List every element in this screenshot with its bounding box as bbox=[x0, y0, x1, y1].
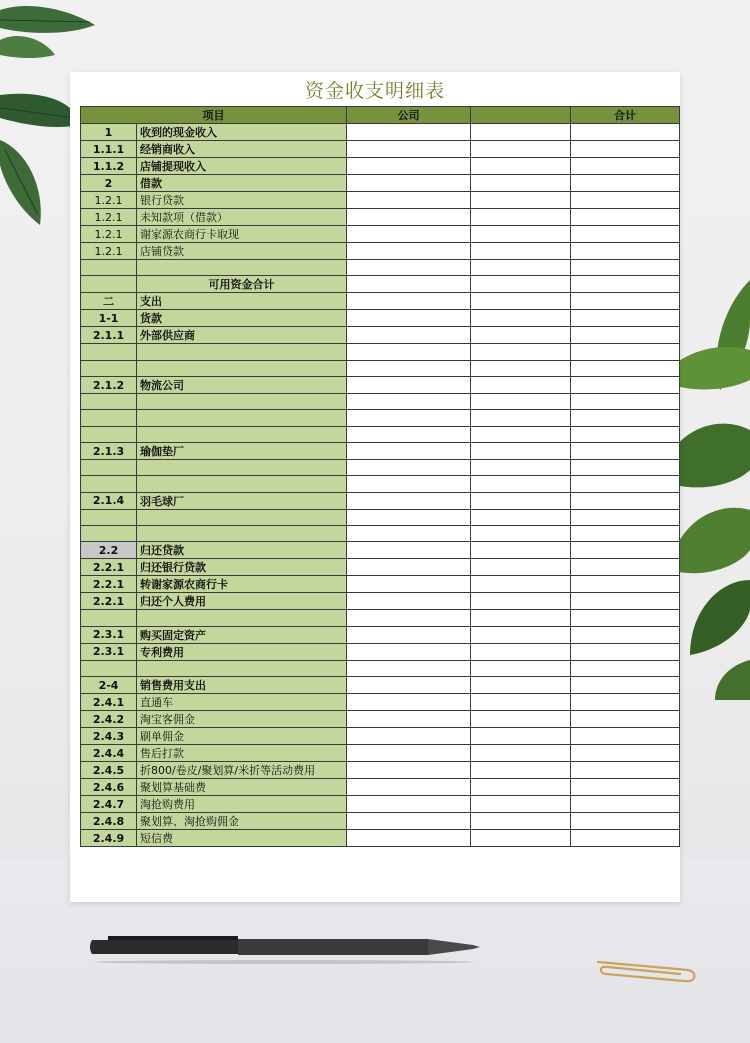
row-number-cell[interactable] bbox=[81, 660, 137, 676]
company-value-cell[interactable] bbox=[347, 293, 471, 310]
row-number-cell[interactable] bbox=[81, 360, 137, 376]
company-value-cell[interactable] bbox=[347, 542, 471, 559]
table-row bbox=[81, 124, 680, 141]
blank-value-cell[interactable] bbox=[471, 327, 571, 344]
total-value-cell[interactable] bbox=[571, 626, 680, 643]
table-row bbox=[81, 260, 680, 276]
row-item-cell[interactable] bbox=[137, 426, 347, 442]
total-value-cell[interactable] bbox=[571, 476, 680, 492]
row-item-cell[interactable] bbox=[137, 360, 347, 376]
total-value-cell[interactable] bbox=[571, 526, 680, 542]
company-value-cell[interactable] bbox=[347, 460, 471, 476]
company-value-cell[interactable] bbox=[347, 610, 471, 626]
blank-value-cell[interactable] bbox=[471, 813, 571, 830]
blank-value-cell[interactable] bbox=[471, 377, 571, 394]
table-row bbox=[81, 677, 680, 694]
blank-value-cell[interactable] bbox=[471, 796, 571, 813]
row-number-cell[interactable] bbox=[81, 344, 137, 360]
table-row bbox=[81, 192, 680, 209]
blank-value-cell[interactable] bbox=[471, 593, 571, 610]
blank-value-cell[interactable] bbox=[471, 728, 571, 745]
company-value-cell[interactable] bbox=[347, 476, 471, 492]
company-value-cell[interactable] bbox=[347, 327, 471, 344]
row-number-cell[interactable]: 2.1.1 bbox=[81, 327, 137, 344]
total-value-cell[interactable] bbox=[571, 711, 680, 728]
table-row bbox=[81, 745, 680, 762]
row-item-cell[interactable]: 购买固定资产 bbox=[137, 626, 347, 643]
total-value-cell[interactable] bbox=[571, 728, 680, 745]
row-number-cell[interactable]: 1 bbox=[81, 124, 137, 141]
table-row bbox=[81, 410, 680, 426]
row-number-cell[interactable]: 2.1.3 bbox=[81, 443, 137, 460]
row-number-cell[interactable]: 2.4.5 bbox=[81, 762, 137, 779]
row-item-cell[interactable] bbox=[137, 660, 347, 676]
row-number-cell[interactable]: 2.2.1 bbox=[81, 593, 137, 610]
total-value-cell[interactable] bbox=[571, 260, 680, 276]
company-value-cell[interactable] bbox=[347, 677, 471, 694]
row-number-cell[interactable] bbox=[81, 426, 137, 442]
company-value-cell[interactable] bbox=[347, 660, 471, 676]
blank-value-cell[interactable] bbox=[471, 711, 571, 728]
row-item-cell[interactable]: 归还贷款 bbox=[137, 542, 347, 559]
row-number-cell[interactable] bbox=[81, 394, 137, 410]
total-value-cell[interactable] bbox=[571, 175, 680, 192]
table-row bbox=[81, 175, 680, 192]
table-row bbox=[81, 460, 680, 476]
blank-value-cell[interactable] bbox=[471, 310, 571, 327]
table-row bbox=[81, 576, 680, 593]
spreadsheet-sheet bbox=[70, 72, 680, 902]
blank-value-cell[interactable] bbox=[471, 779, 571, 796]
row-number-cell[interactable]: 2.4.4 bbox=[81, 745, 137, 762]
blank-value-cell[interactable] bbox=[471, 209, 571, 226]
table-row bbox=[81, 813, 680, 830]
table-row bbox=[81, 492, 680, 509]
table-row bbox=[81, 643, 680, 660]
row-number-cell[interactable]: 2.2.1 bbox=[81, 576, 137, 593]
table-row bbox=[81, 293, 680, 310]
total-value-cell[interactable] bbox=[571, 293, 680, 310]
company-value-cell[interactable] bbox=[347, 694, 471, 711]
blank-value-cell[interactable] bbox=[471, 830, 571, 847]
company-value-cell[interactable] bbox=[347, 141, 471, 158]
row-item-cell[interactable]: 可用资金合计 bbox=[137, 276, 347, 293]
table-row bbox=[81, 542, 680, 559]
row-number-cell[interactable] bbox=[81, 460, 137, 476]
sheet-title: 资金收支明细表 bbox=[304, 80, 445, 102]
total-value-cell[interactable] bbox=[571, 677, 680, 694]
row-number-cell[interactable]: 2.3.1 bbox=[81, 626, 137, 643]
row-item-cell[interactable] bbox=[137, 476, 347, 492]
table-row bbox=[81, 310, 680, 327]
row-item-cell[interactable]: 淘宝客佣金 bbox=[137, 711, 347, 728]
row-item-cell[interactable]: 短信费 bbox=[137, 830, 347, 847]
blank-value-cell[interactable] bbox=[471, 141, 571, 158]
row-number-cell[interactable]: 1.1.2 bbox=[81, 158, 137, 175]
blank-value-cell[interactable] bbox=[471, 526, 571, 542]
row-item-cell[interactable]: 支出 bbox=[137, 293, 347, 310]
row-item-cell[interactable]: 转谢家源农商行卡 bbox=[137, 576, 347, 593]
total-value-cell[interactable] bbox=[571, 310, 680, 327]
company-value-cell[interactable] bbox=[347, 426, 471, 442]
blank-value-cell[interactable] bbox=[471, 243, 571, 260]
company-value-cell[interactable] bbox=[347, 175, 471, 192]
table-row bbox=[81, 443, 680, 460]
row-item-cell[interactable]: 售后打款 bbox=[137, 745, 347, 762]
row-number-cell[interactable] bbox=[81, 410, 137, 426]
blank-value-cell[interactable] bbox=[471, 192, 571, 209]
row-item-cell[interactable]: 羽毛球厂 bbox=[137, 492, 347, 509]
blank-value-cell[interactable] bbox=[471, 694, 571, 711]
pen-icon bbox=[88, 928, 480, 964]
company-value-cell[interactable] bbox=[347, 509, 471, 525]
row-item-cell[interactable] bbox=[137, 344, 347, 360]
company-value-cell[interactable] bbox=[347, 643, 471, 660]
table-row bbox=[81, 141, 680, 158]
company-value-cell[interactable] bbox=[347, 377, 471, 394]
total-value-cell[interactable] bbox=[571, 660, 680, 676]
blank-value-cell[interactable] bbox=[471, 394, 571, 410]
row-number-cell[interactable]: 2 bbox=[81, 175, 137, 192]
row-number-cell[interactable]: 2.4.6 bbox=[81, 779, 137, 796]
blank-value-cell[interactable] bbox=[471, 460, 571, 476]
total-value-cell[interactable] bbox=[571, 509, 680, 525]
row-item-cell[interactable]: 物流公司 bbox=[137, 377, 347, 394]
company-value-cell[interactable] bbox=[347, 526, 471, 542]
blank-value-cell[interactable] bbox=[471, 559, 571, 576]
company-value-cell[interactable] bbox=[347, 360, 471, 376]
table-row bbox=[81, 327, 680, 344]
total-value-cell[interactable] bbox=[571, 426, 680, 442]
total-value-cell[interactable] bbox=[571, 394, 680, 410]
row-item-cell[interactable]: 销售费用支出 bbox=[137, 677, 347, 694]
header-blank bbox=[471, 107, 571, 124]
company-value-cell[interactable] bbox=[347, 559, 471, 576]
row-number-cell[interactable]: 2.4.3 bbox=[81, 728, 137, 745]
company-value-cell[interactable] bbox=[347, 830, 471, 847]
company-value-cell[interactable] bbox=[347, 394, 471, 410]
row-item-cell[interactable] bbox=[137, 610, 347, 626]
total-value-cell[interactable] bbox=[571, 576, 680, 593]
row-item-cell[interactable]: 归还个人费用 bbox=[137, 593, 347, 610]
blank-value-cell[interactable] bbox=[471, 158, 571, 175]
table-row bbox=[81, 830, 680, 847]
row-item-cell[interactable] bbox=[137, 410, 347, 426]
row-number-cell[interactable] bbox=[81, 526, 137, 542]
table-row bbox=[81, 593, 680, 610]
blank-value-cell[interactable] bbox=[471, 660, 571, 676]
table-row bbox=[81, 377, 680, 394]
total-value-cell[interactable] bbox=[571, 327, 680, 344]
company-value-cell[interactable] bbox=[347, 243, 471, 260]
blank-value-cell[interactable] bbox=[471, 762, 571, 779]
table-row bbox=[81, 610, 680, 626]
company-value-cell[interactable] bbox=[347, 124, 471, 141]
row-number-cell[interactable] bbox=[81, 476, 137, 492]
row-number-cell[interactable]: 2-4 bbox=[81, 677, 137, 694]
row-number-cell[interactable]: 二 bbox=[81, 293, 137, 310]
total-value-cell[interactable] bbox=[571, 593, 680, 610]
table-row bbox=[81, 779, 680, 796]
row-item-cell[interactable]: 未知款项（借款） bbox=[137, 209, 347, 226]
total-value-cell[interactable] bbox=[571, 796, 680, 813]
company-value-cell[interactable] bbox=[347, 344, 471, 360]
total-value-cell[interactable] bbox=[571, 762, 680, 779]
blank-value-cell[interactable] bbox=[471, 492, 571, 509]
company-value-cell[interactable] bbox=[347, 310, 471, 327]
total-value-cell[interactable] bbox=[571, 443, 680, 460]
row-item-cell[interactable]: 经销商收入 bbox=[137, 141, 347, 158]
total-value-cell[interactable] bbox=[571, 610, 680, 626]
company-value-cell[interactable] bbox=[347, 813, 471, 830]
row-item-cell[interactable] bbox=[137, 509, 347, 525]
total-value-cell[interactable] bbox=[571, 559, 680, 576]
row-item-cell[interactable] bbox=[137, 526, 347, 542]
company-value-cell[interactable] bbox=[347, 762, 471, 779]
table-row bbox=[81, 509, 680, 525]
table-row bbox=[81, 226, 680, 243]
company-value-cell[interactable] bbox=[347, 276, 471, 293]
row-number-cell[interactable]: 1.2.1 bbox=[81, 209, 137, 226]
total-value-cell[interactable] bbox=[571, 192, 680, 209]
company-value-cell[interactable] bbox=[347, 192, 471, 209]
total-value-cell[interactable] bbox=[571, 377, 680, 394]
company-value-cell[interactable] bbox=[347, 796, 471, 813]
blank-value-cell[interactable] bbox=[471, 344, 571, 360]
row-number-cell[interactable]: 1.1.1 bbox=[81, 141, 137, 158]
total-value-cell[interactable] bbox=[571, 360, 680, 376]
row-number-cell[interactable]: 1.2.1 bbox=[81, 226, 137, 243]
blank-value-cell[interactable] bbox=[471, 576, 571, 593]
total-value-cell[interactable] bbox=[571, 830, 680, 847]
blank-value-cell[interactable] bbox=[471, 260, 571, 276]
table-row bbox=[81, 559, 680, 576]
total-value-cell[interactable] bbox=[571, 745, 680, 762]
row-item-cell[interactable]: 专利费用 bbox=[137, 643, 347, 660]
row-item-cell[interactable]: 外部供应商 bbox=[137, 327, 347, 344]
row-item-cell[interactable] bbox=[137, 460, 347, 476]
row-number-cell[interactable]: 2.4.7 bbox=[81, 796, 137, 813]
company-value-cell[interactable] bbox=[347, 593, 471, 610]
row-item-cell[interactable] bbox=[137, 394, 347, 410]
header-item: 项目 bbox=[81, 107, 347, 124]
company-value-cell[interactable] bbox=[347, 728, 471, 745]
blank-value-cell[interactable] bbox=[471, 360, 571, 376]
table-row bbox=[81, 158, 680, 175]
total-value-cell[interactable] bbox=[571, 542, 680, 559]
blank-value-cell[interactable] bbox=[471, 542, 571, 559]
row-item-cell[interactable]: 银行贷款 bbox=[137, 192, 347, 209]
total-value-cell[interactable] bbox=[571, 141, 680, 158]
table-row bbox=[81, 209, 680, 226]
row-number-cell[interactable] bbox=[81, 260, 137, 276]
header-total: 合计 bbox=[571, 107, 680, 124]
row-number-cell[interactable]: 2.2 bbox=[81, 542, 137, 559]
total-value-cell[interactable] bbox=[571, 158, 680, 175]
total-value-cell[interactable] bbox=[571, 410, 680, 426]
company-value-cell[interactable] bbox=[347, 745, 471, 762]
blank-value-cell[interactable] bbox=[471, 175, 571, 192]
table-row bbox=[81, 660, 680, 676]
total-value-cell[interactable] bbox=[571, 460, 680, 476]
total-value-cell[interactable] bbox=[571, 209, 680, 226]
blank-value-cell[interactable] bbox=[471, 426, 571, 442]
row-number-cell[interactable]: 1.2.1 bbox=[81, 243, 137, 260]
blank-value-cell[interactable] bbox=[471, 410, 571, 426]
blank-value-cell[interactable] bbox=[471, 509, 571, 525]
blank-value-cell[interactable] bbox=[471, 643, 571, 660]
row-number-cell[interactable]: 2.3.1 bbox=[81, 643, 137, 660]
total-value-cell[interactable] bbox=[571, 813, 680, 830]
row-item-cell[interactable]: 借款 bbox=[137, 175, 347, 192]
row-item-cell[interactable]: 店铺贷款 bbox=[137, 243, 347, 260]
company-value-cell[interactable] bbox=[347, 260, 471, 276]
company-value-cell[interactable] bbox=[347, 626, 471, 643]
row-number-cell[interactable]: 2.1.2 bbox=[81, 377, 137, 394]
total-value-cell[interactable] bbox=[571, 124, 680, 141]
row-item-cell[interactable]: 谢家源农商行卡取现 bbox=[137, 226, 347, 243]
paperclip-icon bbox=[592, 956, 700, 986]
row-number-cell[interactable]: 2.4.1 bbox=[81, 694, 137, 711]
blank-value-cell[interactable] bbox=[471, 626, 571, 643]
table-row bbox=[81, 796, 680, 813]
row-item-cell[interactable]: 聚划算、淘抢购佣金 bbox=[137, 813, 347, 830]
company-value-cell[interactable] bbox=[347, 576, 471, 593]
table-row bbox=[81, 711, 680, 728]
blank-value-cell[interactable] bbox=[471, 276, 571, 293]
row-item-cell[interactable]: 刷单佣金 bbox=[137, 728, 347, 745]
row-item-cell[interactable]: 聚划算基础费 bbox=[137, 779, 347, 796]
row-number-cell[interactable]: 2.4.2 bbox=[81, 711, 137, 728]
blank-value-cell[interactable] bbox=[471, 610, 571, 626]
row-item-cell[interactable]: 货款 bbox=[137, 310, 347, 327]
table-row bbox=[81, 276, 680, 293]
blank-value-cell[interactable] bbox=[471, 443, 571, 460]
cash-flow-table bbox=[80, 106, 680, 847]
row-item-cell[interactable]: 店铺提现收入 bbox=[137, 158, 347, 175]
header-company: 公司 bbox=[347, 107, 471, 124]
company-value-cell[interactable] bbox=[347, 209, 471, 226]
row-number-cell[interactable] bbox=[81, 509, 137, 525]
row-number-cell[interactable]: 2.4.8 bbox=[81, 813, 137, 830]
row-number-cell[interactable]: 1-1 bbox=[81, 310, 137, 327]
row-item-cell[interactable]: 收到的现金收入 bbox=[137, 124, 347, 141]
table-row bbox=[81, 243, 680, 260]
blank-value-cell[interactable] bbox=[471, 476, 571, 492]
row-item-cell[interactable]: 直通车 bbox=[137, 694, 347, 711]
row-item-cell[interactable]: 淘抢购费用 bbox=[137, 796, 347, 813]
row-item-cell[interactable]: 瑜伽垫厂 bbox=[137, 443, 347, 460]
total-value-cell[interactable] bbox=[571, 779, 680, 796]
company-value-cell[interactable] bbox=[347, 779, 471, 796]
table-row bbox=[81, 626, 680, 643]
table-header-row bbox=[81, 107, 680, 124]
blank-value-cell[interactable] bbox=[471, 293, 571, 310]
blank-value-cell[interactable] bbox=[471, 745, 571, 762]
row-number-cell[interactable] bbox=[81, 610, 137, 626]
company-value-cell[interactable] bbox=[347, 492, 471, 509]
company-value-cell[interactable] bbox=[347, 158, 471, 175]
table-row bbox=[81, 476, 680, 492]
row-number-cell[interactable] bbox=[81, 276, 137, 293]
company-value-cell[interactable] bbox=[347, 711, 471, 728]
table-row bbox=[81, 728, 680, 745]
total-value-cell[interactable] bbox=[571, 344, 680, 360]
total-value-cell[interactable] bbox=[571, 643, 680, 660]
table-row bbox=[81, 344, 680, 360]
row-number-cell[interactable]: 2.1.4 bbox=[81, 492, 137, 509]
table-row bbox=[81, 394, 680, 410]
row-item-cell[interactable] bbox=[137, 260, 347, 276]
company-value-cell[interactable] bbox=[347, 443, 471, 460]
table-row bbox=[81, 694, 680, 711]
row-item-cell[interactable]: 折800/卷皮/聚划算/米折等活动费用 bbox=[137, 762, 347, 779]
table-row bbox=[81, 526, 680, 542]
blank-value-cell[interactable] bbox=[471, 677, 571, 694]
total-value-cell[interactable] bbox=[571, 492, 680, 509]
row-item-cell[interactable]: 归还银行贷款 bbox=[137, 559, 347, 576]
row-number-cell[interactable]: 1.2.1 bbox=[81, 192, 137, 209]
total-value-cell[interactable] bbox=[571, 276, 680, 293]
row-number-cell[interactable]: 2.4.9 bbox=[81, 830, 137, 847]
company-value-cell[interactable] bbox=[347, 226, 471, 243]
total-value-cell[interactable] bbox=[571, 226, 680, 243]
company-value-cell[interactable] bbox=[347, 410, 471, 426]
blank-value-cell[interactable] bbox=[471, 226, 571, 243]
blank-value-cell[interactable] bbox=[471, 124, 571, 141]
table-row bbox=[81, 426, 680, 442]
row-number-cell[interactable]: 2.2.1 bbox=[81, 559, 137, 576]
total-value-cell[interactable] bbox=[571, 694, 680, 711]
table-row bbox=[81, 360, 680, 376]
total-value-cell[interactable] bbox=[571, 243, 680, 260]
table-row bbox=[81, 762, 680, 779]
